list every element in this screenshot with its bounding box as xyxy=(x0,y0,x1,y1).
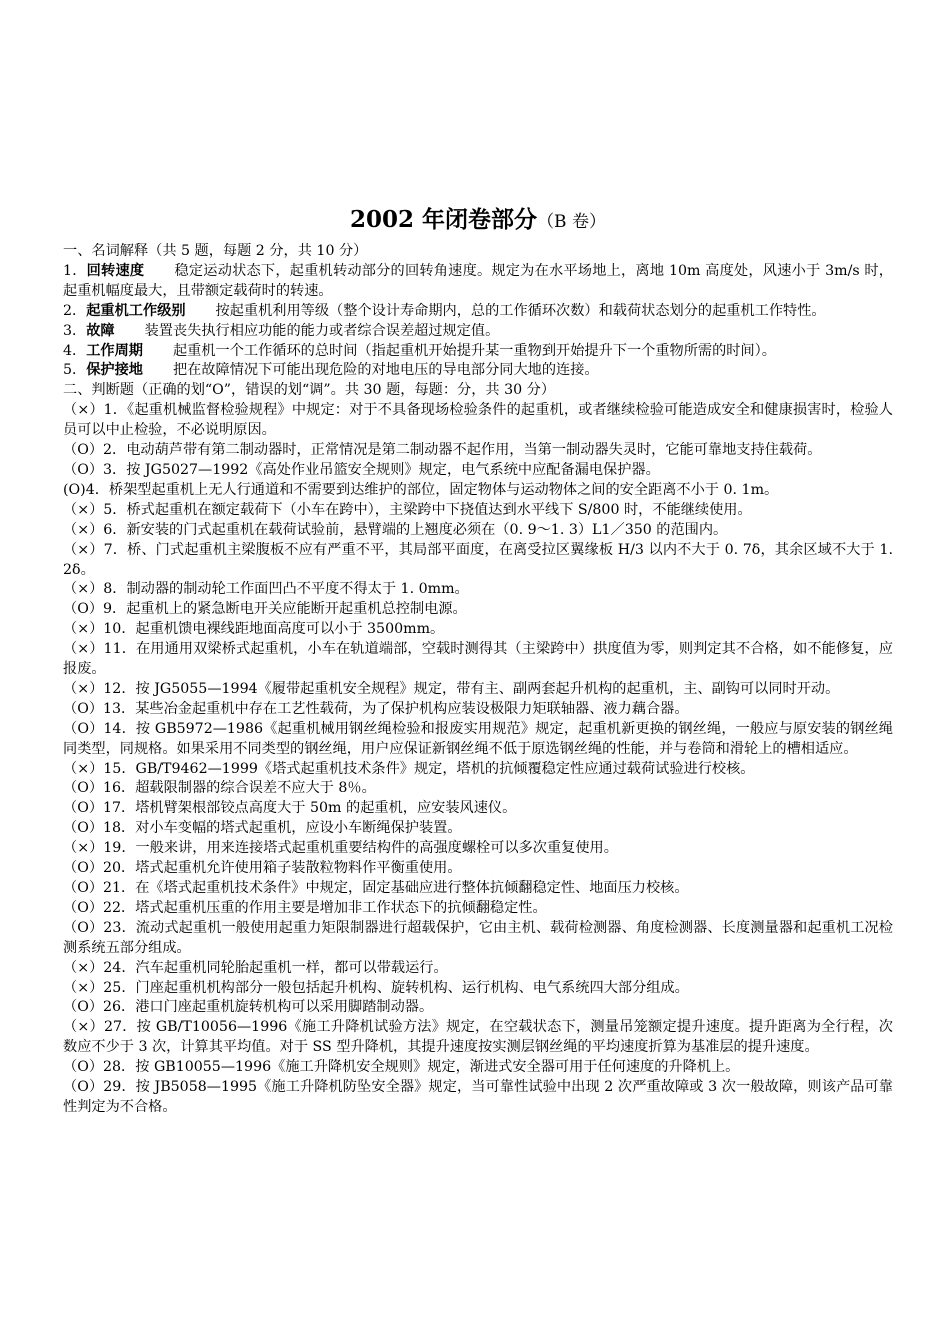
term-item-2: 2．起重机工作级别 按起重机利用等级（整个设计寿命期内，总的工作循环次数）和载荷状态划分的起重机工作特性。 xyxy=(63,302,826,319)
judge-item-18: （O）18．对小车变幅的塔式起重机，应设小车断绳保护装置。 xyxy=(63,820,462,837)
judge-item-13: （O）13．某些冶金起重机中存在工艺性载荷，为了保护机构应装设极限力矩联轴器、液力藕合器。 xyxy=(63,700,689,717)
judge-item-6: （×）6．新安装的门式起重机在载荷试验前，悬臂端的上翘度必须在（0. 9～1. 3）L1／350 的范围内。 xyxy=(63,521,728,538)
judge-item-28: （O）28．按 GB10055—1996《施工升降机安全规则》规定，渐进式安全器可用于任何速度的升降机上。 xyxy=(63,1059,740,1076)
judge-item-8: （×）8．制动器的制动轮工作面凹凸不平度不得太于 1. 0mm。 xyxy=(63,581,469,598)
judge-item-12: （×）12．按 JG5055—1994《履带起重机安全规程》规定，带有主、副两套起升机构的起重机，主、副钩可以同时开动。 xyxy=(63,680,840,697)
judge-item-19: （×）19．一般来讲，用来连接塔式起重机重要结构件的高强度螺栓可以多次重复使用。 xyxy=(63,840,618,857)
section2-heading: 二、判断题（正确的划“O”，错误的划“调”。共 30 题，每题：分，共 30 分） xyxy=(63,382,556,399)
title-sub: （B 卷） xyxy=(537,212,606,232)
judge-item-27: （×）27．按 GB/T10056—1996《施工升降机试验方法》规定，在空载状态下，测量吊笼额定提升速度。提升距离为全行程，次数应不少于 3 次，计算其平均值。对于 SS 型升降机，其提升速度按实测层钢丝绳的平均速度折算为基准层的提升速度。 xyxy=(63,1019,893,1056)
term-name: 回转速度 xyxy=(86,262,145,279)
term-item-1: 1．回转速度 稳定运动状态下，起重机转动部分的回转角速度。规定为在水平场地上，离地 10m 高度处，风速小于 3m/s 时，起重机幅度最大，且带额定载荷时的转速。 xyxy=(63,262,893,299)
judge-item-17: （O）17．塔机臂架根部铰点高度大于 50m 的起重机，应安装风速仪。 xyxy=(63,800,517,817)
judge-item-1: （×）1．《起重机械监督检验规程》中规定：对于不具备现场检验条件的起重机，或者继续检验可能造成安全和健康损害时，检验人员可以中止检验，不必说明原因。 xyxy=(63,402,893,439)
term-definition: 起重机一个工作循环的总时间（指起重机开始提升某一重物到开始提升下一个重物所需的时间）。 xyxy=(172,342,776,359)
judge-item-29: （O）29．按 JB5058—1995《施工升降机防坠安全器》规定，当可靠性试验中出现 2 次严重故障或 3 次一般故障，则该产品可靠性判定为不合格。 xyxy=(63,1079,893,1115)
judge-item-14: （O）14．按 GB5972—1986《起重机械用钢丝绳检验和报废实用规范》规定，起重机新更换的钢丝绳，一般应与原安装的钢丝绳同类型，同规格。如果采用不同类型的钢丝绳，用户应保证新钢丝绳不低于原选钢丝绳的性能，并与卷筒和滑轮上的槽相适应。 xyxy=(63,720,893,757)
judge-item-24: （×）24．汽车起重机同轮胎起重机一样，都可以带载运行。 xyxy=(63,959,448,976)
term-definition: 稳定运动状态下，起重机转动部分的回转角速度。规定为在水平场地上，离地 10m 高度处，风速小于 3m/s 时，起重机幅度最大，且带额定载荷时的转速。 xyxy=(63,262,893,299)
term-item-4: 4．工作周期 起重机一个工作循环的总时间（指起重机开始提升某一重物到开始提升下一个重物所需的时间）。 xyxy=(63,342,776,359)
judge-item-15: （×）15．GB/T9462—1999《塔式起重机技术条件》规定，塔机的抗倾覆稳定性应通过载荷试验进行校核。 xyxy=(63,760,755,777)
judge-item-20: （O）20．塔式起重机允许使用箱子装散粒物料作平衡重使用。 xyxy=(63,860,462,877)
judge-item-4: (O)4．桥架型起重机上无人行通道和不需要到达维护的部位，固定物体与运动物体之间的安全距离不小于 0. 1m。 xyxy=(63,481,779,498)
judge-item-5: （×）5．桥式起重机在额定载荷下（小车在跨中），主梁跨中下挠值达到水平线下 S/800 时，不能继续使用。 xyxy=(63,501,752,518)
judge-item-23: （O）23．流动式起重机一般使用起重力矩限制器进行超载保护，它由主机、载荷检测器、角度检测器、长度测量器和起重机工况检测系统五部分组成。 xyxy=(63,919,893,956)
judge-item-25: （×）25．门座起重机机构部分一般包括起升机构、旋转机构、运行机构、电气系统四大部分组成。 xyxy=(63,979,689,996)
document-page xyxy=(63,203,893,1118)
term-definition: 按起重机利用等级（整个设计寿命期内，总的工作循环次数）和载荷状态划分的起重机工作特性。 xyxy=(215,302,826,319)
judge-item-10: （×）10．起重机馈电裸线距地面高度可以小于 3500mm。 xyxy=(63,621,445,638)
term-item-5: 5．保护接地 把在故障情况下可能出现危险的对地电压的导电部分同大地的连接。 xyxy=(63,362,599,379)
term-definition: 装置丧失执行相应功能的能力或者综合误差超过规定值。 xyxy=(144,322,500,339)
judge-item-9: （O）9．起重机上的紧急断电开关应能断开起重机总控制电源。 xyxy=(63,601,467,618)
term-item-3: 3．故障 装置丧失执行相应功能的能力或者综合误差超过规定值。 xyxy=(63,322,500,339)
term-definition: 把在故障情况下可能出现危险的对地电压的导电部分同大地的连接。 xyxy=(172,362,599,379)
judge-item-26: （O）26．港口门座起重机旋转机构可以采用脚踏制动器。 xyxy=(63,999,434,1016)
judge-item-16: （O）16．超载限制器的综合误差不应大于 8％。 xyxy=(63,780,376,797)
judge-item-22: （O）22．塔式起重机压重的作用主要是增加非工作状态下的抗倾翻稳定性。 xyxy=(63,899,547,916)
section1-heading: 一、名词解释（共 5 题，每题 2 分，共 10 分） xyxy=(63,243,368,259)
document-title xyxy=(63,203,893,239)
term-name: 故障 xyxy=(86,322,115,339)
term-name: 工作周期 xyxy=(86,342,143,359)
title-main: 2002 年闭卷部分 xyxy=(350,206,538,233)
judge-item-21: （O）21．在《塔式起重机技术条件》中规定，固定基础应进行整体抗倾翻稳定性、地面压力校核。 xyxy=(63,880,689,896)
term-name: 起重机工作级别 xyxy=(86,302,186,319)
judge-item-11: （×）11．在用通用双梁桥式起重机，小车在轨道端部，空载时测得其（主梁跨中）拱度值为零，则判定其不合格，如不能修复，应报废。 xyxy=(63,641,893,678)
judge-item-3: （O）3．按 JG5027—1992《高处作业吊篮安全规则》规定，电气系统中应配备漏电保护器。 xyxy=(63,461,660,478)
judge-item-7: （×）7．桥、门式起重机主梁腹板不应有严重不平，其局部平面度，在离受拉区翼缘板 H/3 以内不大于 0. 7δ，其余区域不大于 1. 2δ。 xyxy=(63,541,893,578)
term-name: 保护接地 xyxy=(86,362,143,379)
judge-item-2: （O）2．电动葫芦带有第二制动器时，正常情况是第二制动器不起作用，当第一制动器失灵时，它能可靠地支持住载荷。 xyxy=(63,442,822,459)
